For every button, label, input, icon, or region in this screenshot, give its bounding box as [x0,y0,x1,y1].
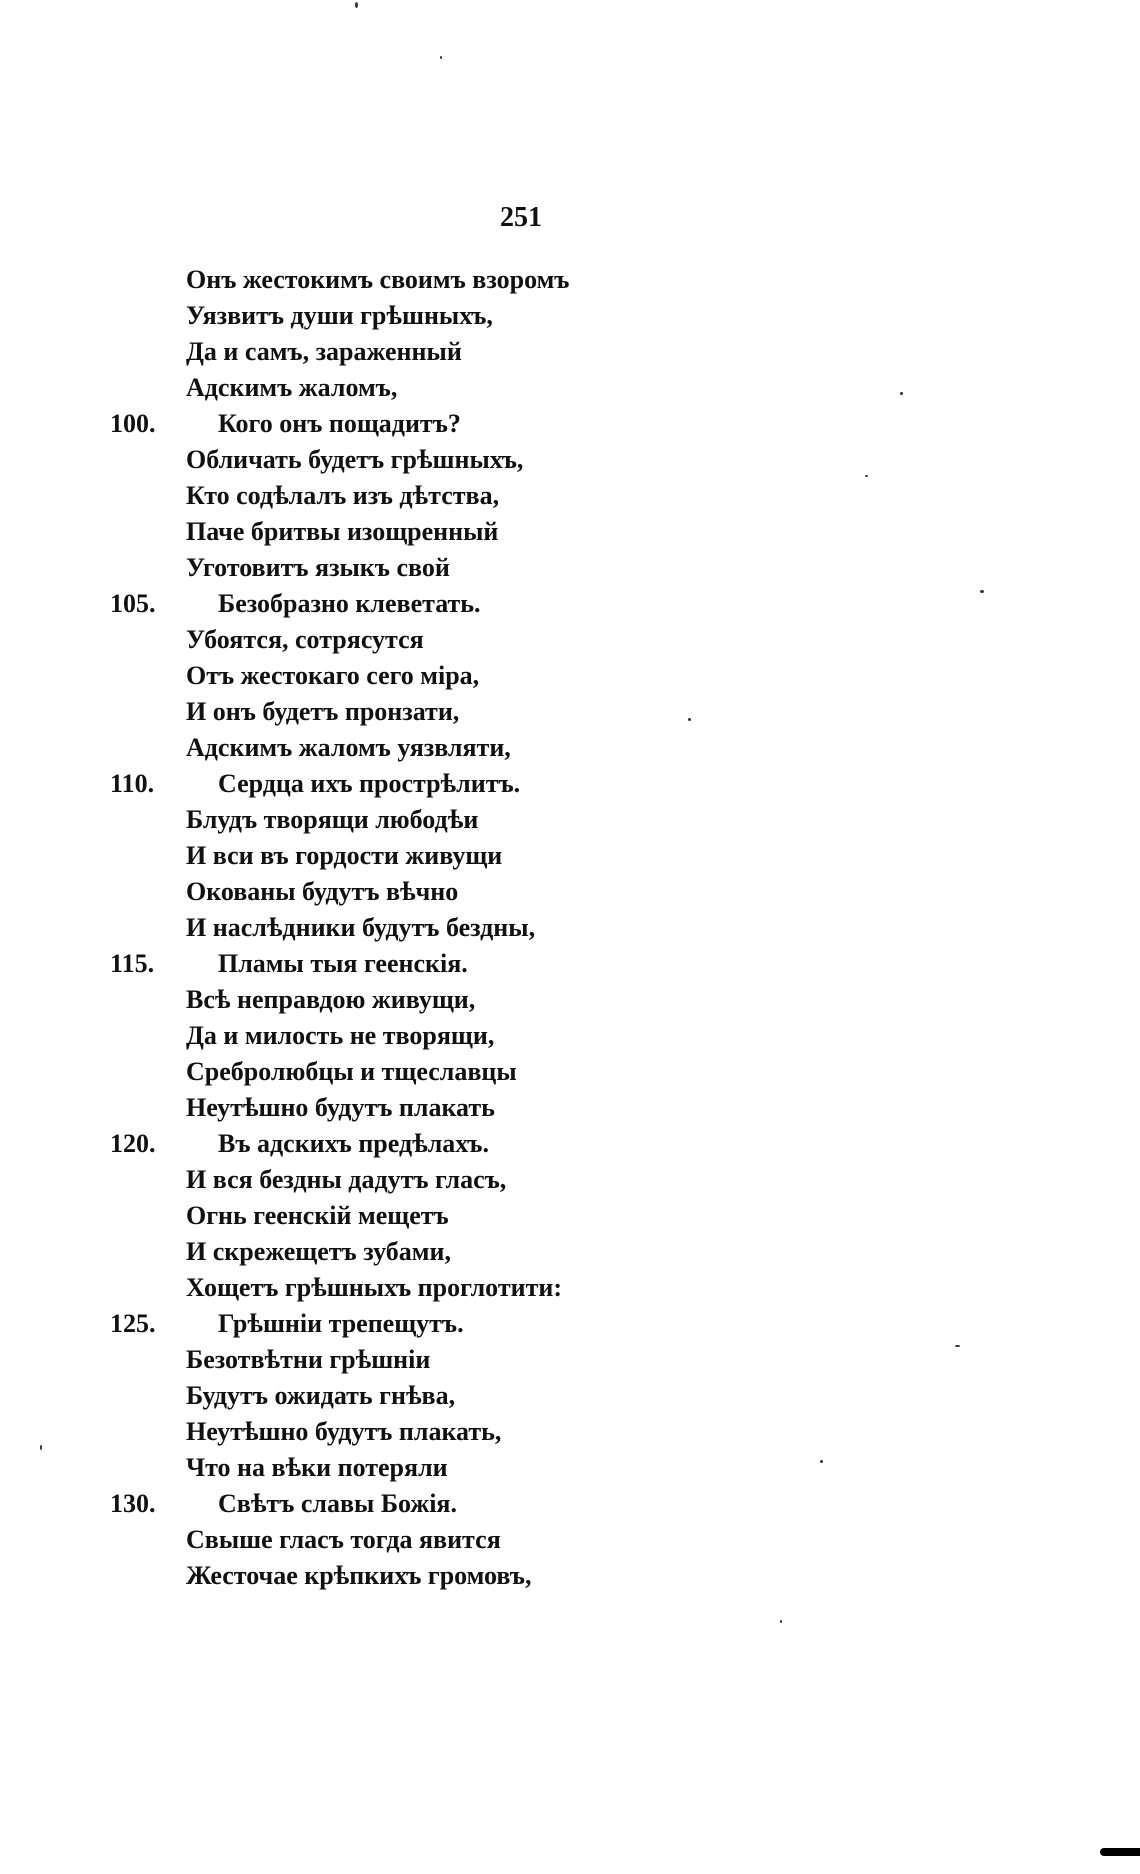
verse-line [110,1450,670,1486]
verse-text: Неутѣшно будутъ плакать, [186,1417,502,1446]
verse-text: И вси въ гордости живущи [186,841,503,870]
verse-line [110,334,670,370]
verse-line [110,730,670,766]
verse-text: Всѣ неправдою живущи, [186,985,476,1014]
verse-line [110,586,670,622]
verse-text: Свыше гласъ тогда явится [186,1525,501,1554]
verse-text: Грѣшніи трепещутъ. [218,1309,464,1338]
verse-line [110,766,670,802]
verse-text: Что на вѣки потеряли [186,1453,448,1482]
verse-line [110,910,670,946]
scan-speck [955,1345,960,1347]
verse-text: Безотвѣтни грѣшніи [186,1345,431,1374]
verse-text: Отъ жестокаго сего міра, [186,661,480,690]
verse-line [110,298,670,334]
verse-text: Обличать будетъ грѣшныхъ, [186,445,524,474]
verse-line [110,658,670,694]
verse-text: И онъ будетъ пронзати, [186,697,460,726]
scan-speck [688,718,691,721]
verse-line [110,802,670,838]
verse-text: И вся бездны дадутъ гласъ, [186,1165,507,1194]
verse-line [110,694,670,730]
scan-speck [980,590,984,593]
line-number: 125. [110,1309,156,1338]
scan-speck [355,2,358,8]
verse-text: Да и самъ, зараженный [186,337,462,366]
verse-line [110,514,670,550]
verse-line [110,550,670,586]
verse-line [110,1162,670,1198]
scan-speck [900,392,903,395]
line-number: 120. [110,1129,156,1158]
verse-line [110,262,670,298]
verse-text: Хощетъ грѣшныхъ проглотити: [186,1273,562,1302]
verse-text: Убоятся, сотрясутся [186,625,424,654]
verse-line [110,1414,670,1450]
verse-line [110,874,670,910]
verse-text: Уготовитъ языкъ свой [186,553,450,582]
verse-text: Будутъ ожидать гнѣва, [186,1381,456,1410]
verse-line [110,478,670,514]
verse-line [110,1342,670,1378]
line-number: 105. [110,589,156,618]
line-number: 110. [110,769,155,798]
verse-text: Неутѣшно будутъ плакать [186,1093,495,1122]
verse-line [110,622,670,658]
scan-speck [40,1445,42,1450]
verse-line [110,1126,670,1162]
verse-text: Свѣтъ славы Божія. [218,1489,458,1518]
verse-line [110,1270,670,1306]
verse-line [110,1054,670,1090]
line-number: 115. [110,949,155,978]
page-number: 251 [500,202,542,233]
verse-text: Безобразно клеветать. [218,589,481,618]
verse-line [110,1234,670,1270]
verse-line [110,442,670,478]
scan-speck [780,1620,782,1623]
verse-text: Жесточае крѣпкихъ громовъ, [186,1561,532,1590]
verse-line [110,946,670,982]
verse-text: Пламы тыя геенскія. [218,949,468,978]
scan-speck [865,475,868,477]
verse-text: И наслѣдники будутъ бездны, [186,913,536,942]
verse-line [110,406,670,442]
verse-text: Паче бритвы изощренный [186,517,499,546]
verse-line [110,1522,670,1558]
scan-corner-mark [1100,1848,1140,1856]
verse-text: Окованы будутъ вѣчно [186,877,459,906]
verse-line [110,838,670,874]
verse-text: Огнь геенскій мещетъ [186,1201,449,1230]
verse-text: Уязвитъ души грѣшныхъ, [186,301,493,330]
verse-line [110,1090,670,1126]
line-number: 100. [110,409,156,438]
verse-line [110,1378,670,1414]
verse-text: Адскимъ жаломъ, [186,373,398,402]
scan-speck [820,1460,823,1463]
verse-line [110,982,670,1018]
verse-text: Кого онъ пощадитъ? [218,409,461,438]
verse-line [110,1198,670,1234]
verse-block [110,262,670,1594]
verse-text: Кто содѣлалъ изъ дѣтства, [186,481,500,510]
verse-line [110,1486,670,1522]
verse-text: Въ адскихъ предѣлахъ. [218,1129,489,1158]
verse-line [110,1558,670,1594]
verse-text: Блудъ творящи любодѣи [186,805,479,834]
verse-text: Сердца ихъ прострѣлитъ. [218,769,521,798]
verse-text: Адскимъ жаломъ уязвляти, [186,733,511,762]
verse-text: И скрежещетъ зубами, [186,1237,451,1266]
line-number: 130. [110,1489,156,1518]
verse-text: Да и милость не творящи, [186,1021,495,1050]
verse-text: Онъ жестокимъ своимъ взоромъ [186,265,570,294]
verse-line [110,370,670,406]
verse-line [110,1018,670,1054]
scan-speck [440,56,442,59]
verse-text: Сребролюбцы и тщеславцы [186,1057,517,1086]
verse-line [110,1306,670,1342]
